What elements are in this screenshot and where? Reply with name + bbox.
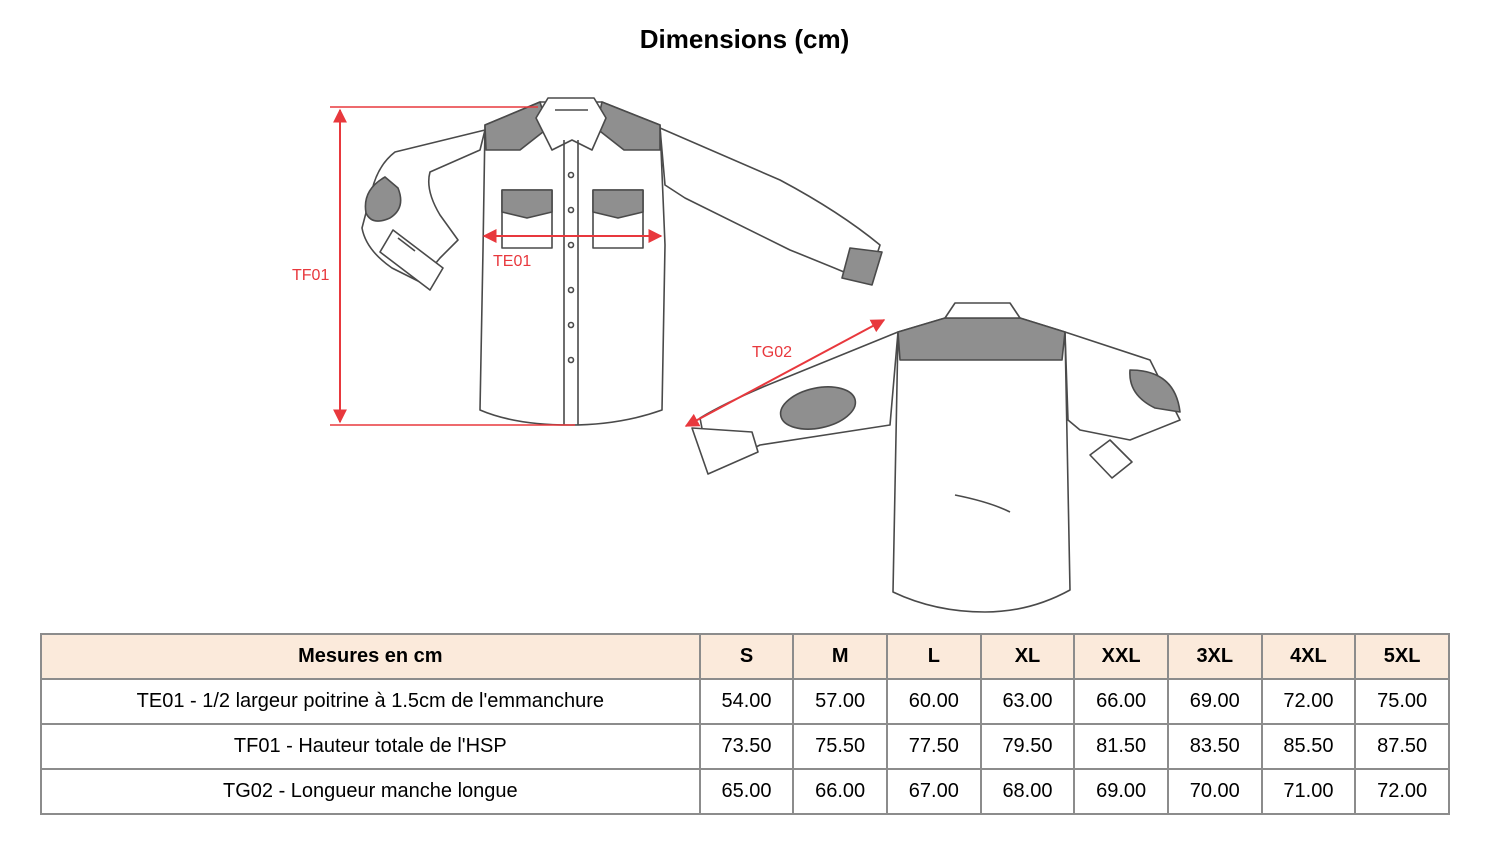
cell-value: 71.00 [1262,769,1356,814]
cell-value: 72.00 [1262,679,1356,724]
cell-value: 69.00 [1074,769,1168,814]
cell-value: 66.00 [793,769,887,814]
shirt-illustration [270,88,1230,623]
cell-value: 81.50 [1074,724,1168,769]
cell-value: 63.00 [981,679,1075,724]
te01-label: TE01 [493,253,532,270]
header-size-4xl: 4XL [1262,634,1356,679]
header-size-5xl: 5XL [1355,634,1449,679]
header-size-xl: XL [981,634,1075,679]
cell-value: 69.00 [1168,679,1262,724]
cell-value: 57.00 [793,679,887,724]
page-title: Dimensions (cm) [639,24,850,54]
header-size-xxl: XXL [1074,634,1168,679]
cell-value: 54.00 [700,679,794,724]
tf01-label: TF01 [292,267,330,284]
header-size-m: M [793,634,887,679]
header-size-s: S [700,634,794,679]
cell-value: 67.00 [887,769,981,814]
header-size-3xl: 3XL [1168,634,1262,679]
tg02-label: TG02 [752,344,793,361]
table-row [41,769,1449,814]
cell-value: 72.00 [1355,769,1449,814]
cell-value: 73.50 [700,724,794,769]
cell-value: 65.00 [700,769,794,814]
table-header-row [41,634,1449,679]
cell-value: 77.50 [887,724,981,769]
row-label: TF01 - Hauteur totale de l'HSP [41,724,700,769]
table-row [41,679,1449,724]
cell-value: 66.00 [1074,679,1168,724]
cell-value: 83.50 [1168,724,1262,769]
cell-value: 75.50 [793,724,887,769]
size-chart-table [40,633,1450,815]
row-label: TG02 - Longueur manche longue [41,769,700,814]
header-size-l: L [887,634,981,679]
table-row [41,724,1449,769]
cell-value: 79.50 [981,724,1075,769]
cell-value: 68.00 [981,769,1075,814]
cell-value: 87.50 [1355,724,1449,769]
row-label: TE01 - 1/2 largeur poitrine à 1.5cm de l'emmanchure [41,679,700,724]
cell-value: 75.00 [1355,679,1449,724]
header-measures: Mesures en cm [41,634,700,679]
cell-value: 60.00 [887,679,981,724]
cell-value: 85.50 [1262,724,1356,769]
cell-value: 70.00 [1168,769,1262,814]
